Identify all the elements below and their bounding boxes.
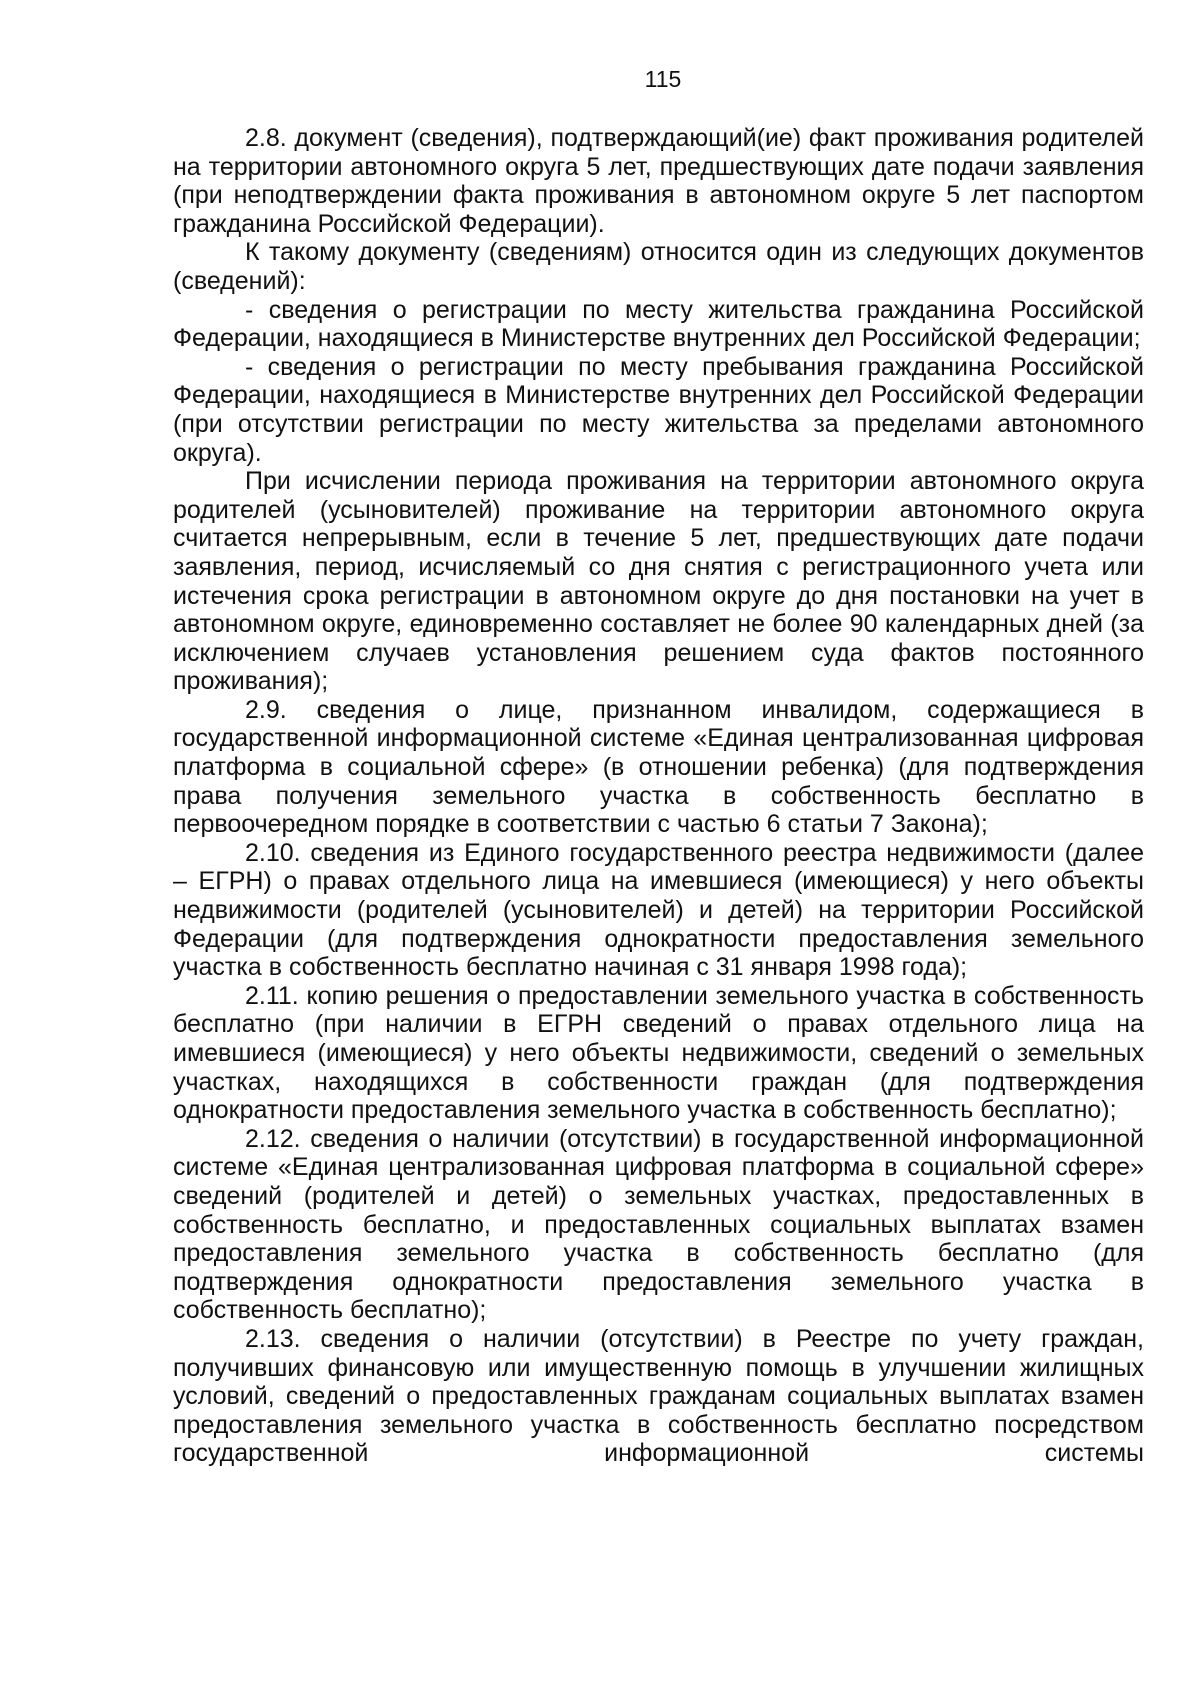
paragraph-residence-period: При исчислении периода проживания на территории автономного округа родителей (усыновителей) проживание на территории автономного округа считается непрерывным, если в течение 5 лет, предшествующих дате подачи заявления, период, исчисляемый со дня снятия с регистрационного учета или истечения срока регистрации в автономном округе до дня постановки на учет в автономном округе, единовременно составляет не более 90 календарных дней (за исключением случаев установления решением суда фактов постоянного проживания); (173, 467, 1144, 696)
paragraph-stay-registration: - сведения о регистрации по месту пребывания гражданина Российской Федерации, находящиеся в Министерстве внутренних дел Российской Федерации (при отсутствии регистрации по месту жительства за пределами автономного округа). (173, 352, 1144, 467)
paragraph-2-11: 2.11. копию решения о предоставлении земельного участка в собственность бесплатно (при наличии в ЕГРН сведений о правах отдельного лица на имевшиеся (имеющиеся) у него объекты недвижимости, сведений о земельных участках, находящихся в собственности граждан (для подтверждения однократности предоставления земельного участка в собственность бесплатно); (173, 981, 1144, 1125)
page-number: 115 (644, 66, 682, 92)
paragraph-documents-intro: К такому документу (сведениям) относится один из следующих документов (сведений): (173, 238, 1144, 295)
paragraph-2-10: 2.10. сведения из Единого государственного реестра недвижимости (далее – ЕГРН) о правах отдельного лица на имевшиеся (имеющиеся) у него объекты недвижимости (родителей (усыновителей) и детей) на территории Российской Федерации (для подтверждения однократности предоставления земельного участка в собственность бесплатно начиная с 31 января 1998 года); (173, 838, 1144, 982)
paragraph-2-13: 2.13. сведения о наличии (отсутствии) в Реестре по учету граждан, получивших финансовую или имущественную помощь в улучшении жилищных условий, сведений о предоставленных гражданам социальных выплатах взамен предоставления земельного участка в собственность бесплатно посредством государственной информационной системы (173, 1324, 1144, 1468)
paragraph-2-12: 2.12. сведения о наличии (отсутствии) в государственной информационной системе «Единая централизованная цифровая платформа в социальной сфере» сведений (родителей и детей) о земельных участках, предоставленных в собственность бесплатно, и предоставленных социальных выплатах взамен предоставления земельного участка в собственность бесплатно (для подтверждения однократности предоставления земельного участка в собственность бесплатно); (173, 1124, 1144, 1325)
paragraph-2-8: 2.8. документ (сведения), подтверждающий(ие) факт проживания родителей на территории автономного округа 5 лет, предшествующих дате подачи заявления (при неподтверждении факта проживания в автономном округе 5 лет паспортом гражданина Российской Федерации). (173, 124, 1144, 238)
document-body (173, 124, 1144, 1468)
paragraph-2-9: 2.9. сведения о лице, признанном инвалидом, содержащиеся в государственной информационной системе «Единая централизованная цифровая платформа в социальной сфере» (в отношении ребенка) (для подтверждения права получения земельного участка в собственность бесплатно в первоочередном порядке в соответствии с частью 6 статьи 7 Закона); (173, 695, 1144, 839)
paragraph-residence-registration: - сведения о регистрации по месту жительства гражданина Российской Федерации, находящиеся в Министерстве внутренних дел Российской Федерации; (173, 295, 1144, 353)
